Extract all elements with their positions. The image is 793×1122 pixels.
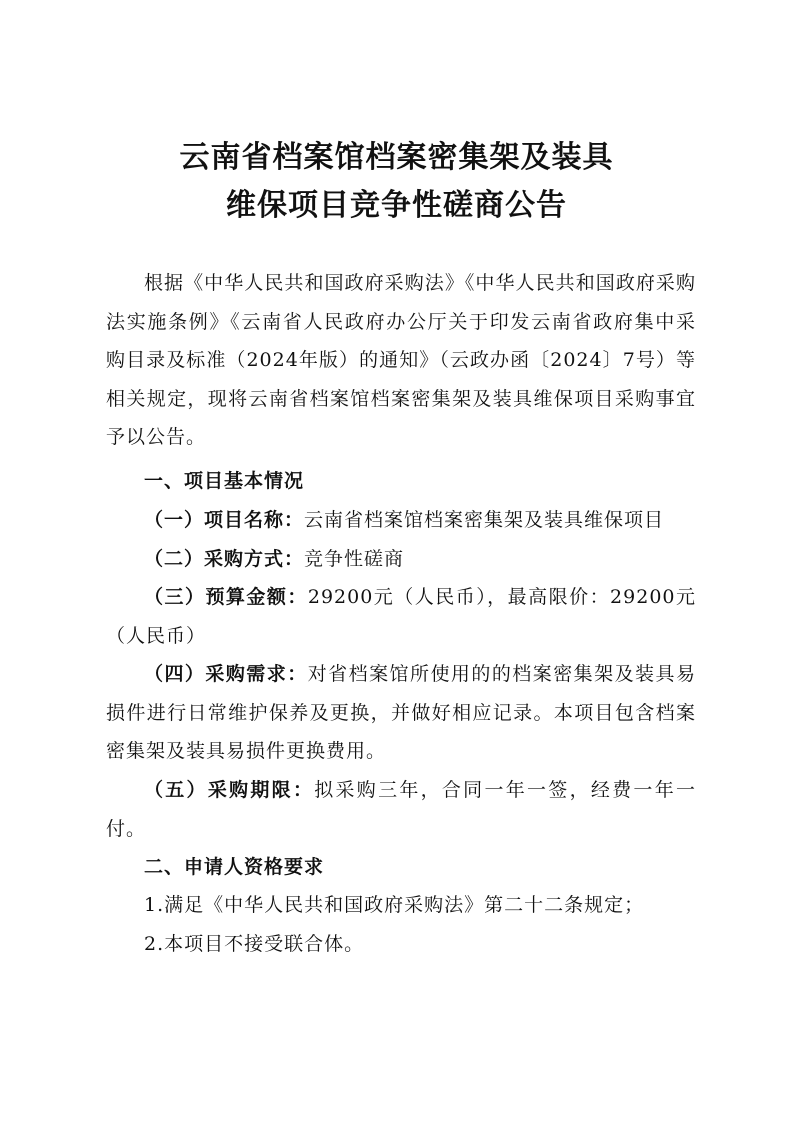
item-text: 竞争性磋商	[304, 548, 405, 570]
item-budget-amount	[106, 578, 696, 655]
item-text: 云南省档案馆档案密集架及装具维保项目	[304, 509, 665, 531]
document-title-line-2: 维保项目竞争性磋商公告	[226, 188, 567, 223]
document-title-line-1: 云南省档案馆档案密集架及装具	[179, 140, 614, 175]
item-text: 29200元（人民币），最高限价：29200元（人民币）	[106, 586, 696, 647]
item-label: （二）采购方式：	[144, 548, 305, 570]
requirement-item-2: 2.本项目不接受联合体。	[144, 933, 365, 955]
item-procurement-requirements	[106, 655, 696, 771]
section-2-heading: 二、申请人资格要求	[144, 856, 325, 878]
item-procurement-method	[106, 540, 696, 579]
item-procurement-period	[106, 771, 696, 848]
requirement-item-1: 1.满足《中华人民共和国政府采购法》第二十二条规定；	[144, 894, 645, 916]
item-text: 对省档案馆所使用的的档案密集架及装具易损件进行日常维护保养及更换，并做好相应记录。本项目包含档案密集架及装具易损件更换费用。	[106, 663, 696, 762]
intro-paragraph: 根据《中华人民共和国政府采购法》《中华人民共和国政府采购法实施条例》《云南省人民政府办公厅关于印发云南省政府集中采购目录及标准（2024年版）的通知》（云政办函〔2024〕7号）等相关规定，现将云南省档案馆档案密集架及装具维保项目采购事宜予以公告。	[106, 272, 696, 448]
item-label: （一）项目名称：	[144, 509, 305, 531]
item-label: （三）预算金额：	[144, 586, 308, 608]
section-1-heading: 一、项目基本情况	[144, 470, 305, 492]
item-label: （四）采购需求：	[144, 663, 308, 685]
item-label: （五）采购期限：	[144, 779, 315, 801]
item-text: 拟采购三年，合同一年一签，经费一年一付。	[106, 779, 696, 840]
item-project-name	[106, 501, 696, 540]
